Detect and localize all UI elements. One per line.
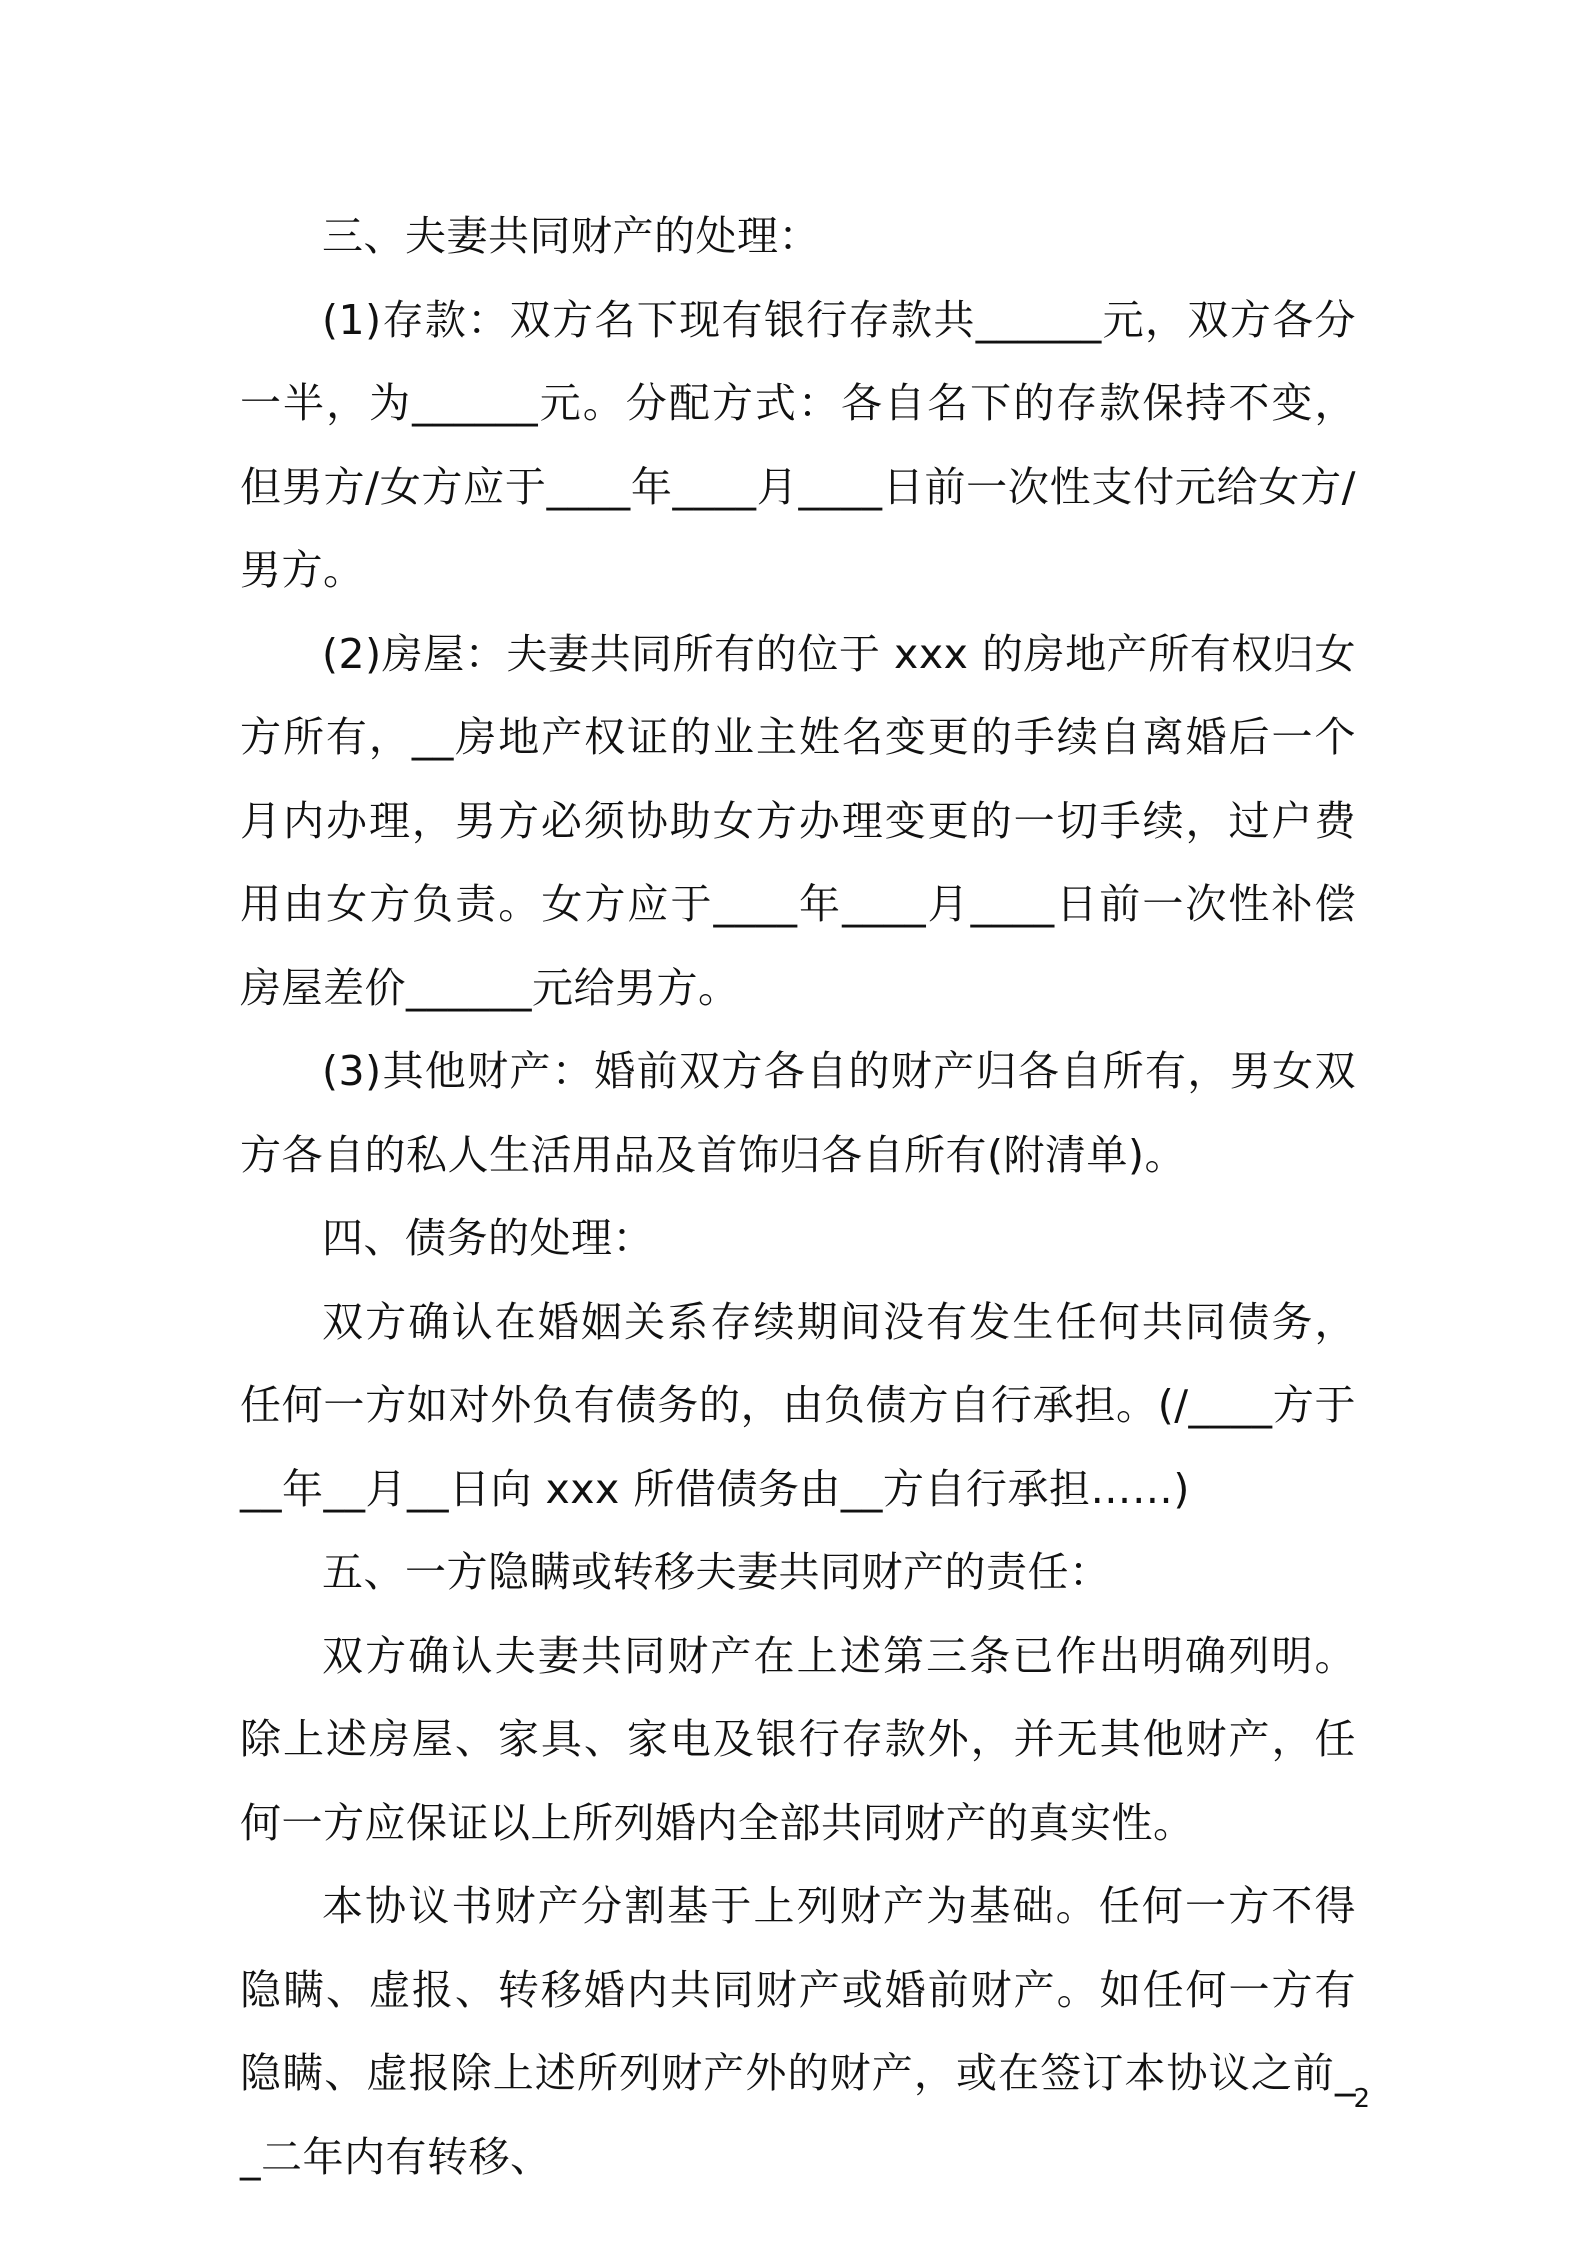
paragraph-debts: 双方确认在婚姻关系存续期间没有发生任何共同债务，任何一方如对外负有债务的，由负债方自行承担。(/____方于__年__月__日向 xxx 所借债务由__方自行承担……) [240,1297,1356,1513]
paragraph-other-property: (3)其他财产：婚前双方各自的财产归各自所有，男女双方各自的私人生活用品及首饰归各自所有(附清单)。 [240,1047,1356,1179]
document-body [240,195,1356,2199]
paragraph-concealment: 本协议书财产分割基于上列财产为基础。任何一方不得隐瞒、虚报、转移婚内共同财产或婚前财产。如任何一方有隐瞒、虚报除上述所列财产外的财产，或在签订本协议之前__二年内有转移、 [240,1882,1356,2181]
page-number: 2 [1353,2084,1370,2114]
section-heading-four: 四、债务的处理： [322,1214,654,1262]
section-heading-three: 三、夫妻共同财产的处理： [322,212,820,260]
paragraph-property-confirmation: 双方确认夫妻共同财产在上述第三条已作出明确列明。除上述房屋、家具、家电及银行存款外，并无其他财产，任何一方应保证以上所列婚内全部共同财产的真实性。 [240,1631,1356,1847]
paragraph-deposits: (1)存款：双方名下现有银行存款共______元，双方各分一半，为______元。分配方式：各自名下的存款保持不变，但男方/女方应于____年____月____日前一次性支付元给女方/男方。 [240,295,1356,594]
paragraph-house: (2)房屋：夫妻共同所有的位于 xxx 的房地产所有权归女方所有，__房地产权证的业主姓名变更的手续自离婚后一个月内办理，男方必须协助女方办理变更的一切手续，过户费用由女方负责。女方应于____年____月____日前一次性补偿房屋差价______元给男方。 [240,629,1356,1012]
section-heading-five: 五、一方隐瞒或转移夫妻共同财产的责任： [322,1548,1111,1596]
